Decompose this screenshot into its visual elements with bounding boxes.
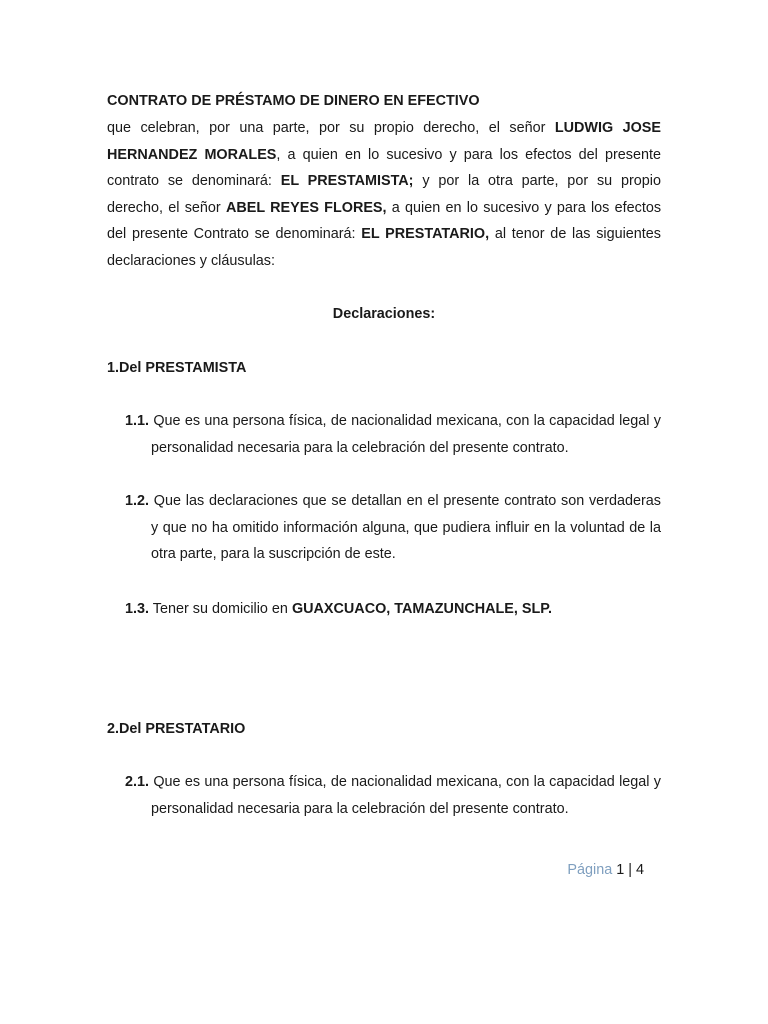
clause-number: 1.2. xyxy=(125,493,150,509)
borrower-role: EL PRESTATARIO, xyxy=(361,226,490,243)
clause-number: 1.3. xyxy=(125,601,150,617)
clause-text: Tener su domicilio en xyxy=(149,601,292,617)
clause-number: 2.1. xyxy=(125,774,150,790)
page-footer xyxy=(567,861,644,879)
clause-text: Que es una persona física, de nacionalidad mexicana, con la capacidad legal y personalidad necesaria para la celebración del presente contrato. xyxy=(149,774,661,817)
page-number: 1 xyxy=(616,862,625,878)
intro-text-4: a quien en lo sucesivo y para los efectos del presente Contrato se denominará: xyxy=(107,199,662,243)
clause-2-1 xyxy=(125,769,661,822)
page-separator: | xyxy=(628,862,632,878)
declarations-heading: Declaraciones: xyxy=(332,306,436,322)
domicile-address: GUAXCUACO, TAMAZUNCHALE, SLP. xyxy=(291,601,553,617)
clause-text: Que las declaraciones que se detallan en el presente contrato son verdaderas y que no ha omitido información alguna, que pudiera influir en la voluntad de la otra parte, para la suscripción de este. xyxy=(149,493,661,563)
intro-text-5: al tenor de las siguientes declaraciones y cláusulas: xyxy=(107,226,661,269)
clause-1-3 xyxy=(125,596,661,623)
clause-1-1 xyxy=(125,408,661,461)
clause-number: 1.1. xyxy=(125,413,150,429)
section-heading-prestamista: 1.Del PRESTAMISTA xyxy=(107,360,247,376)
lender-name: LUDWIG JOSE HERNANDEZ MORALES xyxy=(107,120,661,163)
page-word: Página xyxy=(567,862,613,878)
borrower-name: ABEL REYES FLORES, xyxy=(225,199,387,216)
lender-role: EL PRESTAMISTA; xyxy=(280,173,414,190)
total-pages: 4 xyxy=(635,862,644,878)
clause-1-2 xyxy=(125,488,661,568)
intro-text-1: que celebran, por una parte, por su propio derecho, el señor xyxy=(107,120,555,136)
intro-text-2: , a quien en lo sucesivo y para los efectos del presente contrato se denominará: xyxy=(107,146,661,190)
intro-text-3: y por la otra parte, por su propio derecho, el señor xyxy=(107,173,661,216)
document-title: CONTRATO DE PRÉSTAMO DE DINERO EN EFECTIVO xyxy=(107,93,480,109)
intro-paragraph xyxy=(107,115,661,275)
clause-text: Que es una persona física, de nacionalidad mexicana, con la capacidad legal y personalidad necesaria para la celebración del presente contrato. xyxy=(149,413,661,456)
section-heading-prestatario: 2.Del PRESTATARIO xyxy=(107,721,246,737)
